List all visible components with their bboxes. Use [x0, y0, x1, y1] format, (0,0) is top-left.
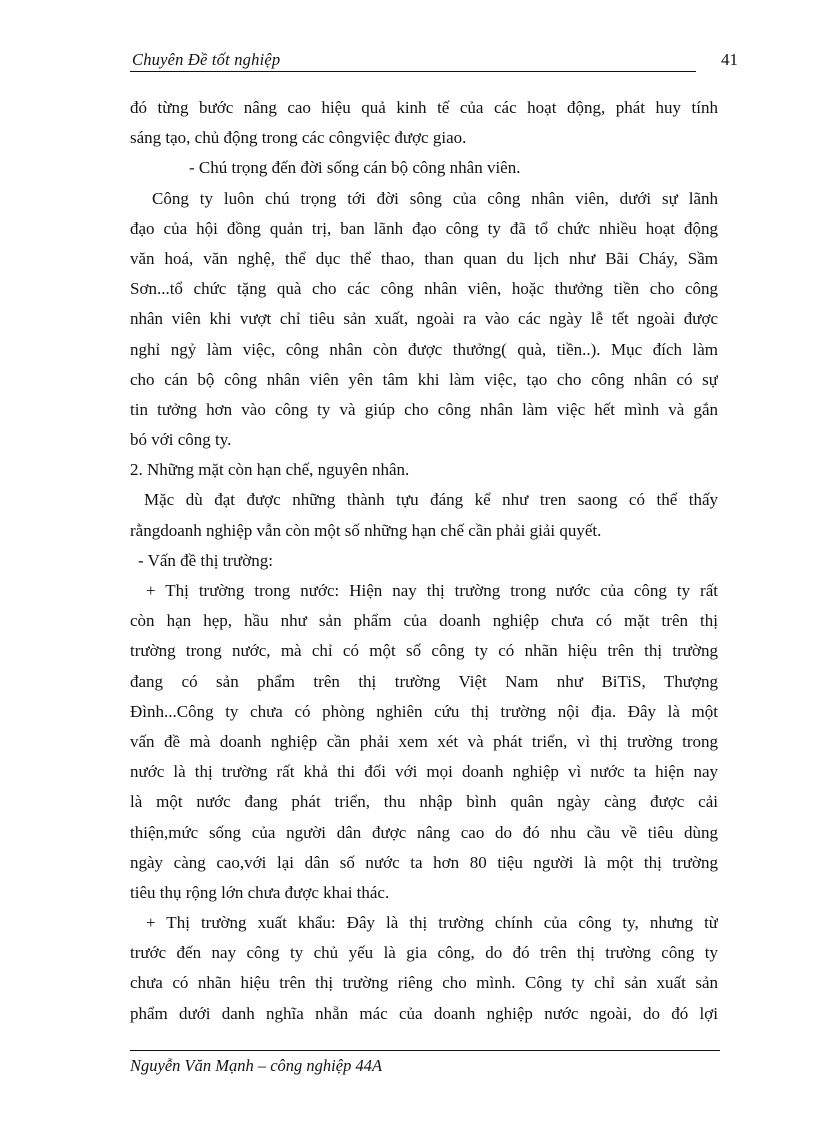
body-line: đang có sản phẩm trên thị trường Việt Nam như BiTiS, Thượng — [130, 671, 718, 691]
body-line: sáng tạo, chủ động trong các côngviệc được giao. — [130, 128, 467, 148]
header-title: Chuyên Đề tốt nghiệp — [132, 50, 281, 69]
body-line: Mặc dù đạt được những thành tựu đáng kể như tren saong có thể thấy — [144, 490, 718, 510]
body-line: đạo của hội đồng quản trị, ban lãnh đạo công ty đã tổ chức nhiều hoạt động — [130, 218, 718, 238]
footer-author: Nguyễn Văn Mạnh – công nghiệp 44A — [130, 1056, 383, 1075]
body-line: phẩm dưới danh nghĩa nhẵn mác của doanh nghiệp nước ngoài, do đó lợi — [130, 1003, 718, 1023]
page-number: 41 — [721, 50, 738, 69]
body-line: là một nước đang phát triển, thu nhập bình quân ngày càng được cải — [130, 792, 718, 812]
body-line: đó từng bước nâng cao hiệu quả kinh tế của các hoạt động, phát huy tính — [130, 98, 718, 117]
body-line: rằngdoanh nghiệp vẫn còn một số những hạn chế cần phải giải quyết. — [130, 520, 602, 540]
body-line: trường trong nước, mà chỉ có một số công ty có nhãn hiệu trên thị trường — [130, 641, 718, 661]
page-header — [130, 48, 738, 74]
body-line: cho cán bộ công nhân viên yên tâm khi làm việc, tạo cho công nhân có sự — [130, 369, 718, 389]
body-line: nhân viên khi vượt chỉ tiêu sản xuất, ngoài ra vào các ngày lễ tết ngoài được — [130, 309, 718, 329]
body-line: - Vấn đề thị trường: — [138, 550, 273, 570]
document-body — [130, 93, 718, 1029]
footer-rule — [130, 1050, 720, 1051]
body-line: bó với công ty. — [130, 430, 232, 450]
body-line: - Chú trọng đến đời sống cán bộ công nhân viên. — [189, 158, 521, 178]
body-line: ngày càng cao,với lại dân số nước ta hơn 80 tiệu người là một thị trường — [130, 852, 718, 872]
body-line: tin tưởng hơn vào công ty và giúp cho công nhân làm việc hết mình và gắn — [130, 399, 718, 419]
body-line: trước đến nay công ty chủ yếu là gia công, do đó trên thị trường công ty — [130, 943, 718, 963]
body-line: văn hoá, văn nghệ, thể dục thể thao, than quan du lịch như Bãi Cháy, Sầm — [130, 248, 718, 268]
body-line: + Thị trường trong nước: Hiện nay thị trường trong nước của công ty rất — [146, 581, 718, 600]
body-line: còn hạn hẹp, hầu như sản phẩm của doanh nghiệp chưa có mặt trên thị — [130, 611, 718, 631]
body-line: tiêu thụ rộng lớn chưa được khai thác. — [130, 882, 390, 902]
body-line: + Thị trường xuất khẩu: Đây là thị trường chính của công ty, nhưng từ — [146, 913, 718, 933]
body-line: thiện,mức sống của người dân được nâng cao do đó nhu cầu về tiêu dùng — [130, 822, 718, 842]
page-footer — [130, 1050, 720, 1090]
body-line: Sơn...tổ chức tặng quà cho các công nhân viên, hoặc thưởng tiền cho công — [130, 279, 718, 299]
body-line: nước là thị trường rất khả thi đối với mọi doanh nghiệp vì nước ta hiện nay — [130, 762, 718, 782]
body-line: nghỉ ngỷ làm việc, công nhân còn được thưởng( quà, tiền..). Mục đích làm — [130, 339, 718, 359]
body-line: Đình...Công ty chưa có phòng nghiên cứu thị trường nội địa. Đây là một — [130, 701, 718, 721]
body-line: vấn đề mà doanh nghiệp cần phải xem xét và phát triển, vì thị trường trong — [130, 731, 718, 751]
section-heading: 2. Những mặt còn hạn chế, nguyên nhân. — [130, 460, 410, 480]
header-rule — [130, 71, 696, 72]
body-line: chưa có nhãn hiệu trên thị trường riêng cho mình. Công ty chỉ sản xuất sản — [130, 973, 718, 993]
body-line: Công ty luôn chú trọng tới đời sông của công nhân viên, dưới sự lãnh — [152, 188, 718, 208]
